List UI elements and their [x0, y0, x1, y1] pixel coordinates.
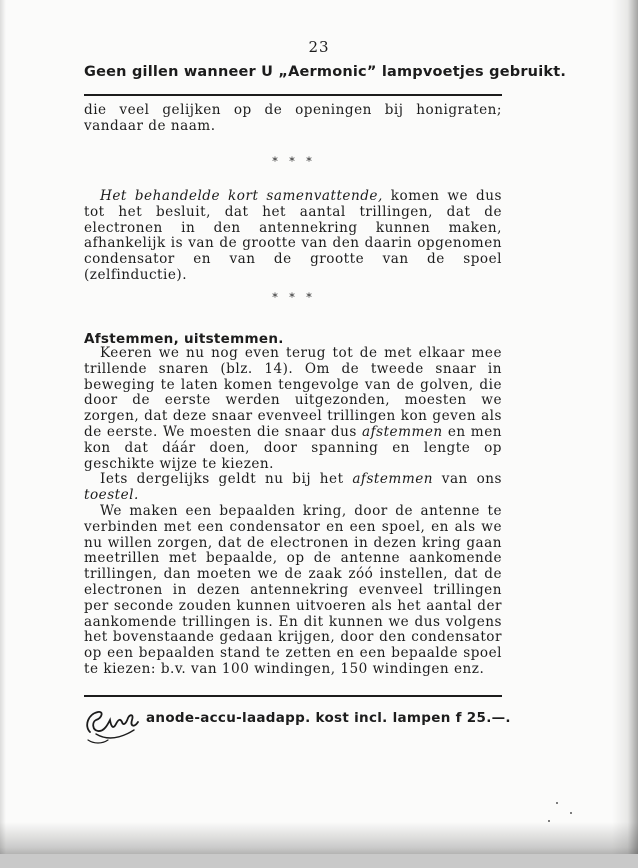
- paragraph-tuning: [84, 346, 502, 678]
- section-separator-2: * * *: [272, 291, 316, 304]
- paragraph-summary: [84, 189, 502, 284]
- paragraph-text: [84, 472, 502, 504]
- scan-speck: [556, 802, 558, 804]
- paragraph-text: We maken een bepaalden kring, door de antenne te verbinden met een condensator en een spoel, en als we nu willen zorgen, dat de electronen in dezen kring gaan meetrillen met bepaalde, op de antenne aankomende trillingen, dan moeten we de zaak zóó instellen, dat de electronen in dezen antennekring evenveel trillingen per seconde zouden kunnen uitvoeren als het aantal der aankomende trillingen is. En dit kunnen we dus volgens het bovenstaande gedaan krijgen, door den condensator op een bepaalden stand te zetten en een bepaalde spoel te kiezen: b.v. van 100 windingen, 150 windingen enz.: [84, 502, 502, 677]
- section-title: Afstemmen, uitstemmen.: [84, 331, 284, 347]
- scan-shadow-left: [0, 0, 6, 868]
- page-number: 23: [308, 38, 330, 56]
- header-rule: [84, 94, 502, 96]
- paragraph-body: Iets dergelijks geldt nu bij het: [100, 471, 353, 488]
- paragraph-text: die veel gelijken op de openingen bij honigraten; vandaar de naam.: [84, 102, 502, 134]
- italic-term: afstemmen: [352, 471, 434, 488]
- scanner-bed-strip: [0, 854, 638, 868]
- paragraph-honeycomb: [84, 103, 502, 135]
- italic-term: afstemmen: [361, 423, 443, 440]
- running-head: Geen gillen wanneer U „Aermonic” lampvoetjes gebruikt.: [84, 64, 567, 80]
- scan-shadow-right: [612, 0, 638, 868]
- footer-rule: [84, 695, 502, 697]
- footer-advert: anode-accu-laadapp. kost incl. lampen f 25.—.: [146, 710, 511, 726]
- paragraph-body: van ons: [433, 471, 502, 488]
- italic-phrase: Het behandelde kort samenvattende,: [100, 188, 383, 204]
- scan-speck: [570, 812, 572, 814]
- paragraph-body: Keeren we nu nog even terug tot de met elkaar mee trillende snaren (blz. 14). Om de tweede snaar in beweging te laten komen tengevolge van de golven, die door de eerste werden uitgezonden, moesten we zorgen, dat deze snaar evenveel trillingen kon geven als de eerste. We moesten die snaar dus: [84, 345, 502, 440]
- ericsson-script-logo: [80, 700, 142, 750]
- paragraph-text: [84, 346, 502, 472]
- italic-term: toestel.: [84, 487, 139, 504]
- paragraph-text: [84, 189, 502, 284]
- paragraph-body: komen we dus tot het besluit, dat het aantal trillingen, dat de electronen in den antennekring kunnen maken, afhankelijk is van de grootte van den daarin opgenomen condensator en van de grootte van de spoel (zelfinductie).: [84, 188, 502, 283]
- paragraph-body: en men kon dat dáár doen, door spanning en lengte op geschikte wijze te kiezen.: [84, 423, 502, 472]
- section-separator-1: * * *: [272, 155, 316, 168]
